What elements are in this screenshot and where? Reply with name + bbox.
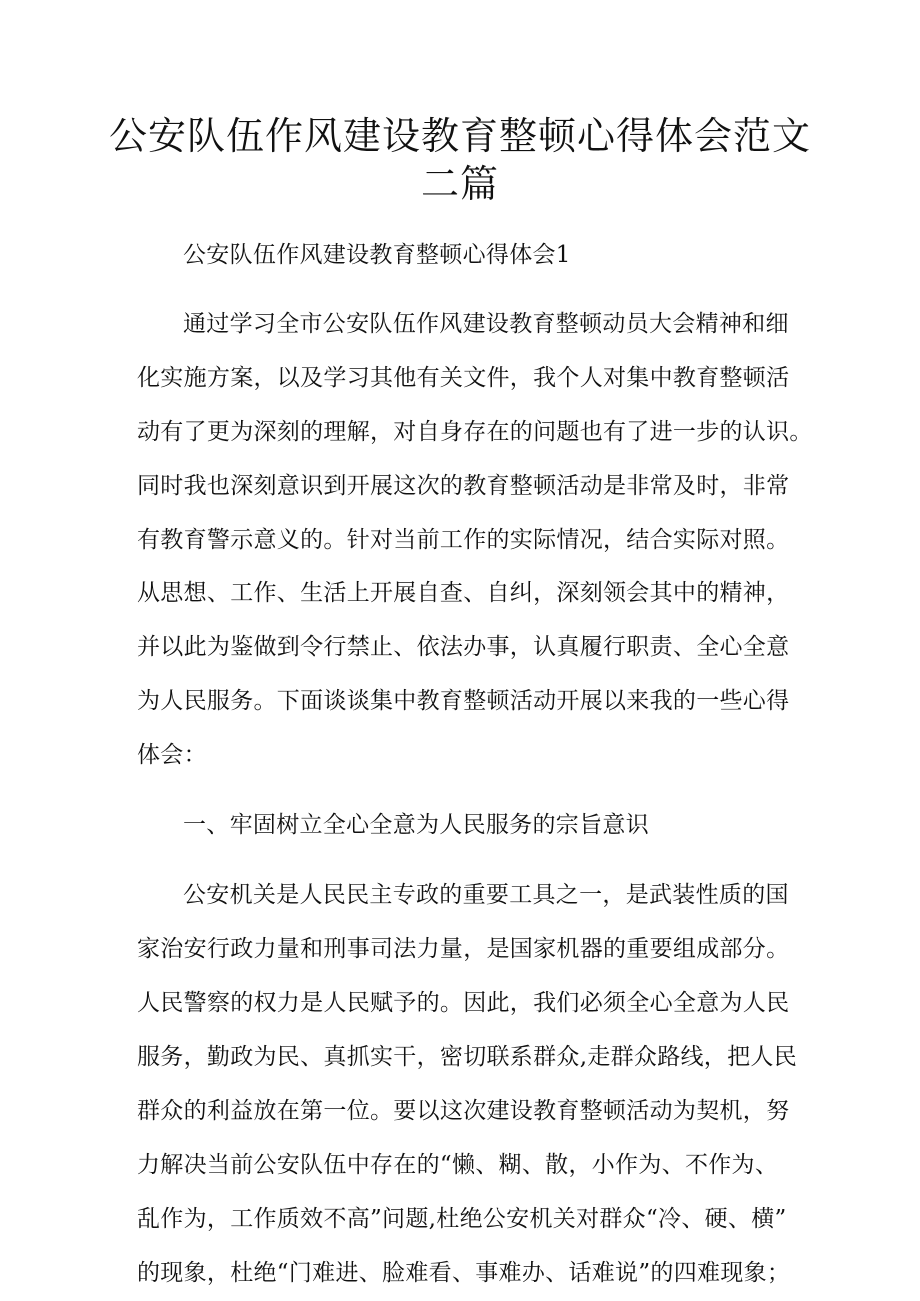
- paragraph-line: 并以此为鉴做到令行禁止、依法办事，认真履行职责、全心全意: [137, 634, 790, 660]
- paragraph-line: 从思想、工作、生活上开展自查、自纠，深刻领会其中的精神，: [137, 580, 790, 606]
- paragraph-line: 同时我也深刻意识到开展这次的教育整顿活动是非常及时，非常: [137, 473, 790, 499]
- paragraph-line: 为人民服务。下面谈谈集中教育整顿活动开展以来我的一些心得: [137, 688, 790, 714]
- section-heading-1: 一、牢固树立全心全意为人民服务的宗旨意识: [183, 812, 649, 838]
- paragraph-line: 乱作为，工作质效不高”问题,杜绝公安机关对群众“冷、硬、横”: [137, 1206, 787, 1232]
- document-subtitle: 公安队伍作风建设教育整顿心得体会1: [183, 242, 571, 268]
- paragraph-line: 力解决当前公安队伍中存在的“懒、糊、散，小作为、不作为、: [137, 1152, 779, 1178]
- paragraph-line: 群众的利益放在第一位。要以这次建设教育整顿活动为契机，努: [137, 1098, 790, 1124]
- paragraph-line: 动有了更为深刻的理解，对自身存在的问题也有了进一步的认识。: [137, 419, 813, 445]
- paragraph-line: 家治安行政力量和刑事司法力量，是国家机器的重要组成部分。: [137, 936, 790, 962]
- document-title-line-1: 公安队伍作风建设教育整顿心得体会范文: [108, 114, 811, 158]
- paragraph-line: 服务，勤政为民、真抓实干，密切联系群众,走群众路线，把人民: [137, 1044, 798, 1070]
- paragraph-line: 的现象，杜绝“门难进、脸难看、事难办、话难说”的四难现象；: [137, 1260, 791, 1286]
- paragraph-line: 体会：: [137, 742, 207, 768]
- paragraph-line: 有教育警示意义的。针对当前工作的实际情况，结合实际对照。: [137, 527, 790, 553]
- document-title-line-2: 二篇: [420, 162, 499, 206]
- paragraph-line: 化实施方案，以及学习其他有关文件，我个人对集中教育整顿活: [137, 365, 790, 391]
- paragraph-line: 公安机关是人民民主专政的重要工具之一，是武装性质的国: [183, 882, 789, 908]
- paragraph-line: 人民警察的权力是人民赋予的。因此，我们必须全心全意为人民: [137, 990, 790, 1016]
- paragraph-line: 通过学习全市公安队伍作风建设教育整顿动员大会精神和细: [183, 311, 789, 337]
